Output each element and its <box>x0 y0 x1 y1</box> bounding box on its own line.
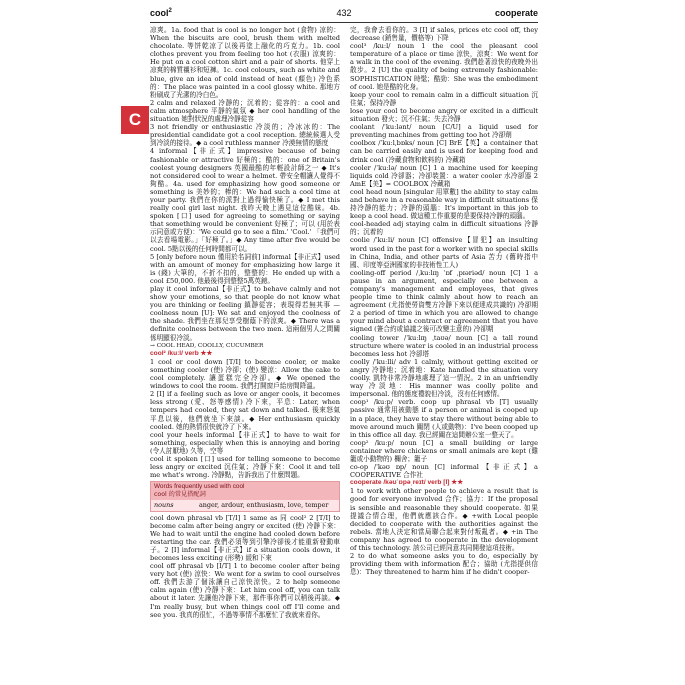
entry-text: play it cool informal【非正式】to behave calmly and not show your emotions, so that people do not know what you are thinking or feeling 鎮靜從容；表現得若無其事 — coolness noun [U]: We sat and enjoyed the coolness of the shade. 我們坐在那兒享受樹蔭下的涼爽。◆ There was a definite coolness between the two men. 這兩個男人之間關係明顯很冷淡。 <box>150 285 340 342</box>
entry-text: cool it spoken [口] used for telling someone to become less angry or excited 沉住氣；冷靜下來：Cool it and tell me what's wrong. 冷靜點，告訴我出了什麼問題。 <box>150 454 340 480</box>
entry-text: 1 cool or cool down [T/I] to become cooler, or make something cooler (使) 冷卻；(使) 變涼：Allow the cake to cool completely. 讓蛋糕完全冷卻。◆ We opened the windows to cool the room. 我們打開窗戶給房間降溫。 <box>150 357 340 391</box>
running-head <box>150 8 538 26</box>
entry-text: cooling-off period /ˌkuːlɪŋ ˈɒf ˌpɪəriəd/ noun [C] 1 a pause in an argument, especially one between a company's management and employees, that gives people time to think calmly about how to reach an agreement (尤指使勞資雙方冷靜下來以便達成共識的) 冷卻期 2 a period of time in which you are allowed to change your mind about a contract or agreement that you have signed (簽合約或協議之後可改變主意的) 冷卻期 <box>350 268 538 334</box>
running-head-left: cool$^2$ <box>150 8 172 18</box>
left-column <box>150 26 340 619</box>
entry-text: cool head noun [singular 用單數] the ability to stay calm and behave in a reasonable way in difficult situations 保持冷靜的能力；冷靜的頭腦：It's important in this job to keep a cool head. 做這種工作重要的是要保持冷靜的頭腦。 <box>350 187 538 221</box>
cross-reference: → COOL HEAD, COOLLY, CUCUMBER <box>150 342 264 349</box>
running-head-right: cooperate <box>494 8 538 18</box>
collocation-pos: nouns <box>154 501 174 510</box>
entry-text: coolie /ˈkuːli/ noun [C] offensive【冒犯】an insulting word used in the past for a worker with no special skills in China, India, and other parts of Asia 苦力 (舊時指中國、印度等亞洲國家的非技術性工人) <box>350 236 538 269</box>
collocation-row <box>151 500 339 510</box>
right-column <box>350 26 538 576</box>
entry-text: 3 not friendly or enthusiastic 冷淡的；冷冰冰的：The presidential candidate got a cool reception. 總統候選人受到冷淡的接待。◆ a cool ruthless manner 冷漠無情的態度 <box>150 123 340 148</box>
entry-text: co-op /ˈkəʊ ɒp/ noun [C] informal【非正式】a COOPERATIVE 合作社 <box>350 463 538 480</box>
entry-text: 1 to work with other people to achieve a result that is good for everyone involved 合作；協力：If the proposal is sensible and reasonable they should cooperate. 如果提議合情合理，他們就應該合作。◆ +with Local people decided to cooperate with the authorities against the rebels. 當地人決定和當局聯合起來對付叛亂者。◆ +in The company has agreed to cooperate in the development of this technology. 該公司已經同意共同開發這項技術。 <box>350 487 538 552</box>
collocation-box <box>150 481 340 511</box>
header-rule <box>150 22 538 23</box>
entry-text: 完，我會去看你的。3 [I] if sales, prices etc cool off, they decrease (銷售量，價格等) 下降 <box>350 26 538 43</box>
collocation-words: anger, ardour, enthusiasm, love, temper <box>199 501 329 510</box>
entry-text: 凉爽。1a. food that is cool is no longer hot (食物) 凉的：When the biscuits are cool, brush them with melted chocolate. 等饼乾凉了以後再塗上融化的巧克力。1b. cool clothes prevent you from feeling too hot (衣服) 涼爽的：He put on a cool cotton shirt and a pair of shorts. 他穿上凉爽的棉質襯衫和短褲。1c. cool colours, such as white and blue, give an idea of cold instead of heat (顏色) 冷色系的：The place was painted in a cool glossy white. 那地方粉刷成了光潔的冷白色。 <box>150 26 340 99</box>
entry-text: 4 informal【非正式】impressive because of being fashionable or attractive 好極的；酷的：one of Britain's coolest young designers 英國最酷的年輕設計師之一 ◆ It's not considered cool to wear a helmet. 帶安全帽讓人覺得不夠酷。4a. used for emphasizing how good someone or something is 美妙的；棒的：We had such a cool time at your party. 我們在你的派對上過得愉快極了。◆ I met this really cool girl last night. 我昨天晚上遇見這位酷妹。4b. spoken [口] used for agreeing to something or saying that something would be convenient 好極了；可以 (用於表示同意或方便)：'We could go to see a film.' 'Cool.' 「我們可以去看場電影。」「好極了。」◆ Any time after five would be cool. 5點以後的任何時間都可以。 <box>150 147 340 253</box>
headword-cool-verb: cool² /kuːl/ verb ★★ <box>150 349 213 357</box>
entry-text: cool off phrasal vb [I/T] 1 to become cooler after being very hot (使) 涼快：We went for a swim to cool ourselves off. 我們去游了個泳讓自己涼快涼快。2 to help someone calm again (使) 冷靜下來：Let him cool off, you can talk about it later. 先讓他冷靜下來，那件事你們可以稍後再談。◆ I'm really busy, but when things cool off I'll come and see you. 我真的很忙，不過等事情不那麼忙了我就來看你。 <box>150 562 340 619</box>
entry-text: coolant /ˈkuːlənt/ noun [C/U] a liquid used for preventing machines from getting too hot 冷卻劑 <box>350 123 538 140</box>
entry-text: coop¹ /kuːp/ verb. coop up phrasal vb [T] usually passive 通常用被動態 if a person or animal is cooped up in a place, they have to stay there without being able to move around much 關閉 (人或動物)：I've been cooped up in this office all day. 我已經關在這間辦公室一整天了。 <box>350 398 538 439</box>
collocation-title: Words frequently used with cool cool 的常見搭配詞 <box>151 482 339 500</box>
entry-text: cool your heels informal【非正式】to have to wait for something, especially when this is annoying and boring (令人討厭地) 久等，空等 <box>150 430 340 455</box>
entry-text: coolly /ˈkuːlli/ adv 1 calmly, without getting excited or angry 冷靜地；沉着地：Kate handled the situation very coolly. 凱特非常冷靜地處理了這一情況。2 in an unfriendly way 冷淡地：His manner was coolly polite and impersonal. 他的態度禮貌但冷淡，沒有任何感情。 <box>350 357 538 399</box>
entry-text: cool³ /kuːl/ noun 1 the cool the pleasant cool temperature of a place or time 涼快，涼爽：We went for a walk in the cool of the evening. 我們趁著涼快的夜晚外出散步。2 [U] the quality of being extremely fashionable: SOPHISTICATION 時髦；酷勁：She was the embodiment of cool. 她是酷的化身。 <box>350 42 538 91</box>
entry-text: cooling tower /ˈkuːlɪŋ ˌtaʊə/ noun [C] a tall round structure where water is cooled in an industrial process becomes less hot 冷卻塔 <box>350 333 538 358</box>
page-number: 432 <box>336 8 352 18</box>
thumb-index-tab[interactable]: C <box>121 106 149 134</box>
entry-text: 2 [I] if a feeling such as love or anger cools, it becomes less strong (愛、怒等感情) 冷下來，平息：Later, when tempers had cooled, they sat down and talked. 後來怒氣平息以後，他們就坐下來談。◆ Her enthusiasm quickly cooled. 她的熱情很快就冷了下來。 <box>150 390 340 431</box>
entry-text: cool-headed adj staying calm in difficult situations 冷靜的；沉着的 <box>350 220 538 237</box>
entry-text: 2 to do what someone asks you to do, especially by providing them with information 配合；協助 (尤指提供信息)：They threatened to harm him if he didn't cooper- <box>350 552 538 577</box>
headword-cooperate: cooperate /kəʊˈɒpəˌreɪt/ verb [I] ★★ <box>350 479 464 487</box>
entry-text: cool down phrasal vb [T/I] 1 same as 同 cool² 2 [T/I] to become calm after being angry or excited (使) 冷靜下來：We had to wait until the engine had cooled down before restarting the car. 我們必須等到引擎冷卻後才能重新發動車子。2 [I] informal【非正式】if a situation cools down, it becomes less exciting (形勢) 緩和下來 <box>150 513 340 562</box>
entry-text: 5 [only before noun 僅用於名詞前] informal【非正式】used with an amount of money for emphasizing how large it is (錢) 大筆的，不折不扣的，整整的：He ended up with a cool £50,000. 他最後得到整整5萬英鎊。 <box>150 252 340 285</box>
entry-text: keep your cool to remain calm in a difficult situation 沉住氣；保持冷靜 <box>350 90 538 107</box>
entry-text: cooler /ˈkuːlə/ noun [C] 1 a machine used for keeping liquids cold 冷卻器；冷卻裝置：a water cooler 水冷卻器 2 AmE【美】= COOLBOX 冷藏箱 <box>350 163 538 188</box>
entry-text: lose your cool to become angry or excited in a difficult situation 發火；沉不住氣；失去冷靜 <box>350 106 538 124</box>
entry-text: coolbox /ˈkuːlˌbɒks/ noun [C] BrE【英】a container that can be carried easily and is used for keeping food and drink cool (冷藏食物和飲料的) 冷藏箱 <box>350 139 538 164</box>
entry-text: 2 calm and relaxed 冷靜的；沉着的；從容的：a cool and calm atmosphere 平靜的氣氛 ◆ her cool handling of the situation 她對狀況的處理冷靜從容 <box>150 98 340 124</box>
entry-text: coop² /kuːp/ noun [C] a small building or large container where chickens or small animals are kept (雞籠或小動物的) 欄舍；籠子 <box>350 438 538 463</box>
